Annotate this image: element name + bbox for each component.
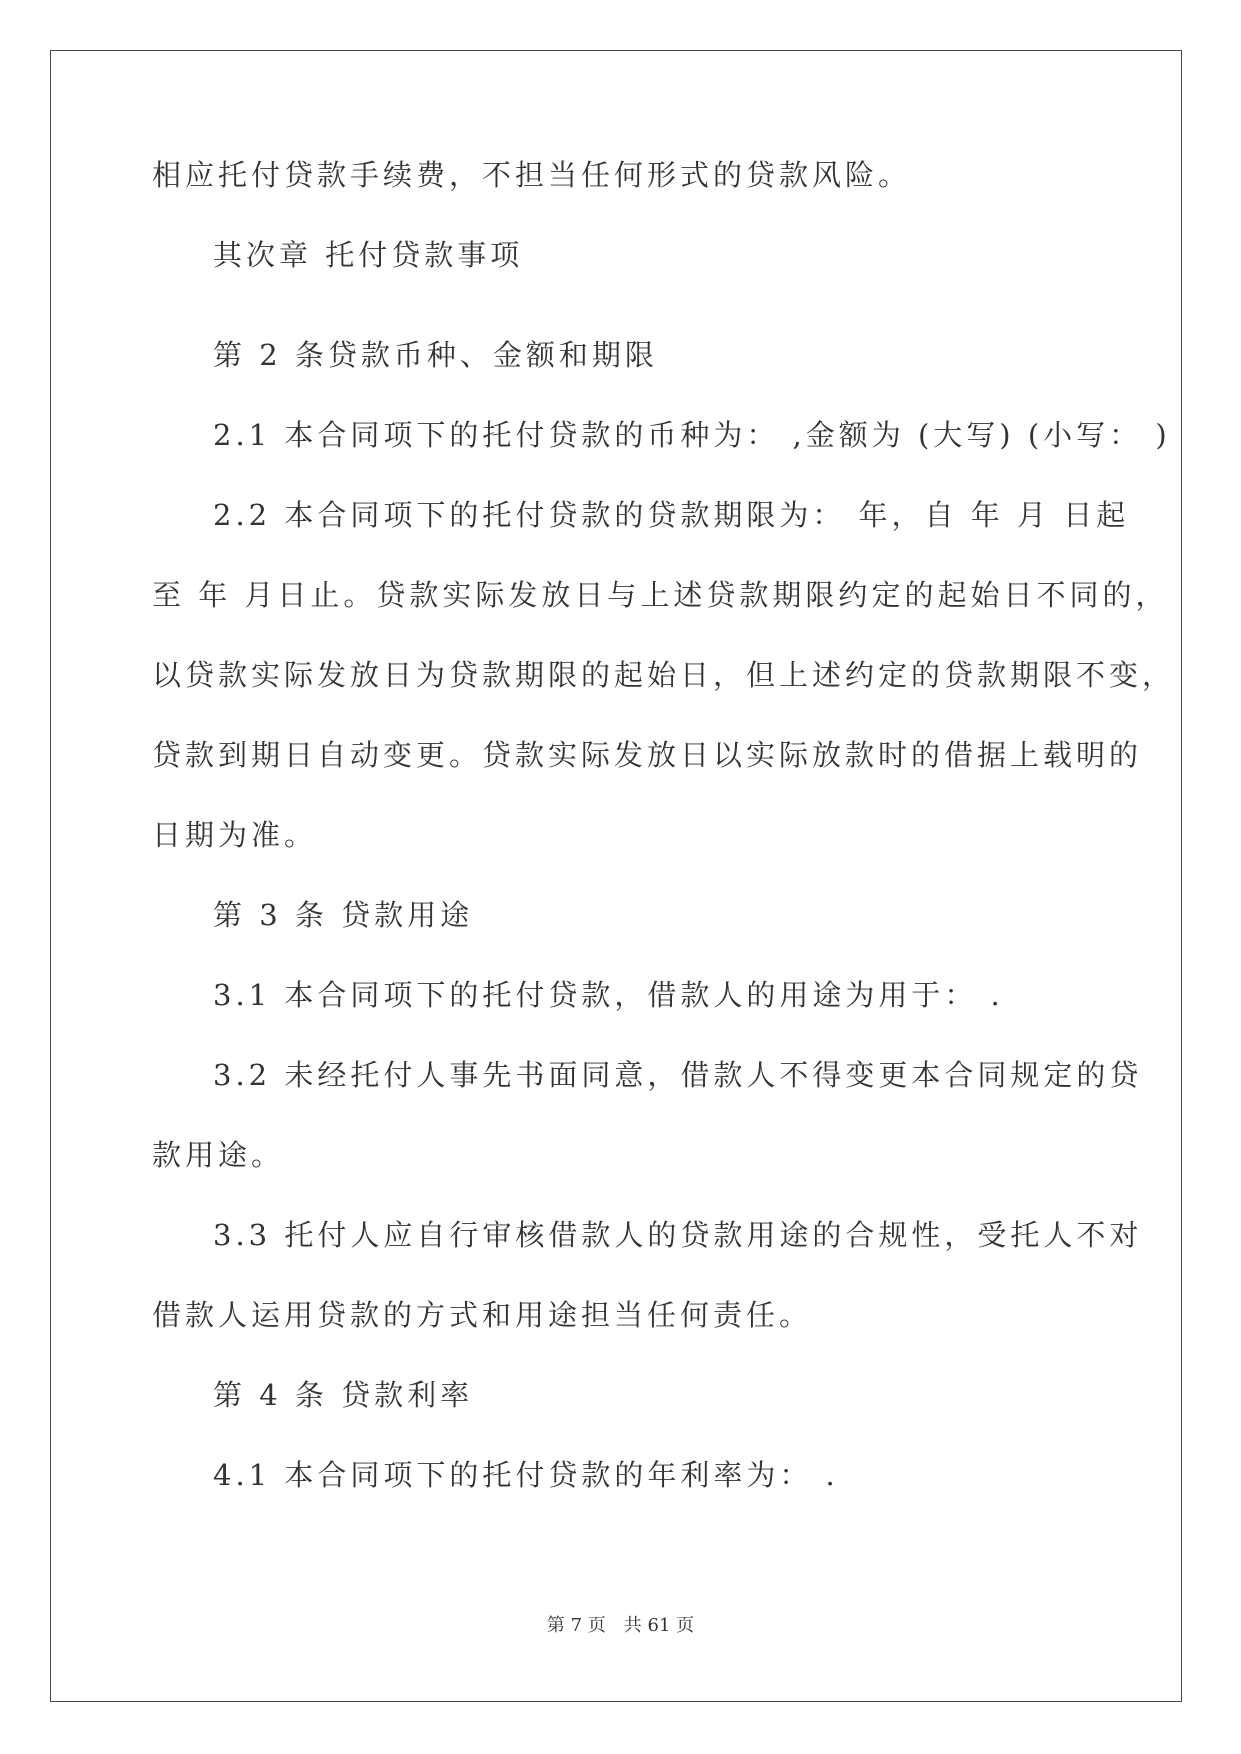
paragraph-line: 4.1 本合同项下的托付贷款的年利率为： .: [213, 1458, 839, 1492]
article-heading: 第 2 条贷款币种、金额和期限: [213, 338, 658, 372]
paragraph-line: 至 年 月日止。贷款实际发放日与上述贷款期限约定的起始日不同的，: [152, 578, 1169, 612]
paragraph-line: 3.3 托付人应自行审核借款人的贷款用途的合规性，受托人不对: [213, 1218, 1143, 1252]
paragraph-line: 贷款到期日自动变更。贷款实际发放日以实际放款时的借据上载明的: [152, 738, 1143, 772]
article-heading: 第 3 条 贷款用途: [213, 898, 474, 932]
paragraph-line: 以贷款实际发放日为贷款期限的起始日，但上述约定的贷款期限不变，: [152, 658, 1176, 692]
paragraph-line: 款用途。: [152, 1138, 285, 1172]
paragraph-line: 日期为准。: [152, 818, 318, 852]
paragraph-line: 2.2 本合同项下的托付贷款的贷款期限为： 年，自 年 月 日起: [213, 498, 1130, 532]
paragraph-line: 3.1 本合同项下的托付贷款，借款人的用途为用于： .: [213, 978, 1004, 1012]
paragraph-line: 2.1 本合同项下的托付贷款的币种为： ,金额为 (大写) (小写： ): [213, 418, 1171, 452]
paragraph-line: 相应托付贷款手续费，不担当任何形式的贷款风险。: [152, 158, 912, 192]
page-number-footer: 第 7 页 共 61 页: [546, 1615, 695, 1636]
article-heading: 第 4 条 贷款利率: [213, 1378, 474, 1412]
paragraph-line: 3.2 未经托付人事先书面同意，借款人不得变更本合同规定的贷: [213, 1058, 1143, 1092]
chapter-heading: 其次章 托付贷款事项: [213, 238, 524, 272]
paragraph-line: 借款人运用贷款的方式和用途担当任何责任。: [152, 1298, 813, 1332]
